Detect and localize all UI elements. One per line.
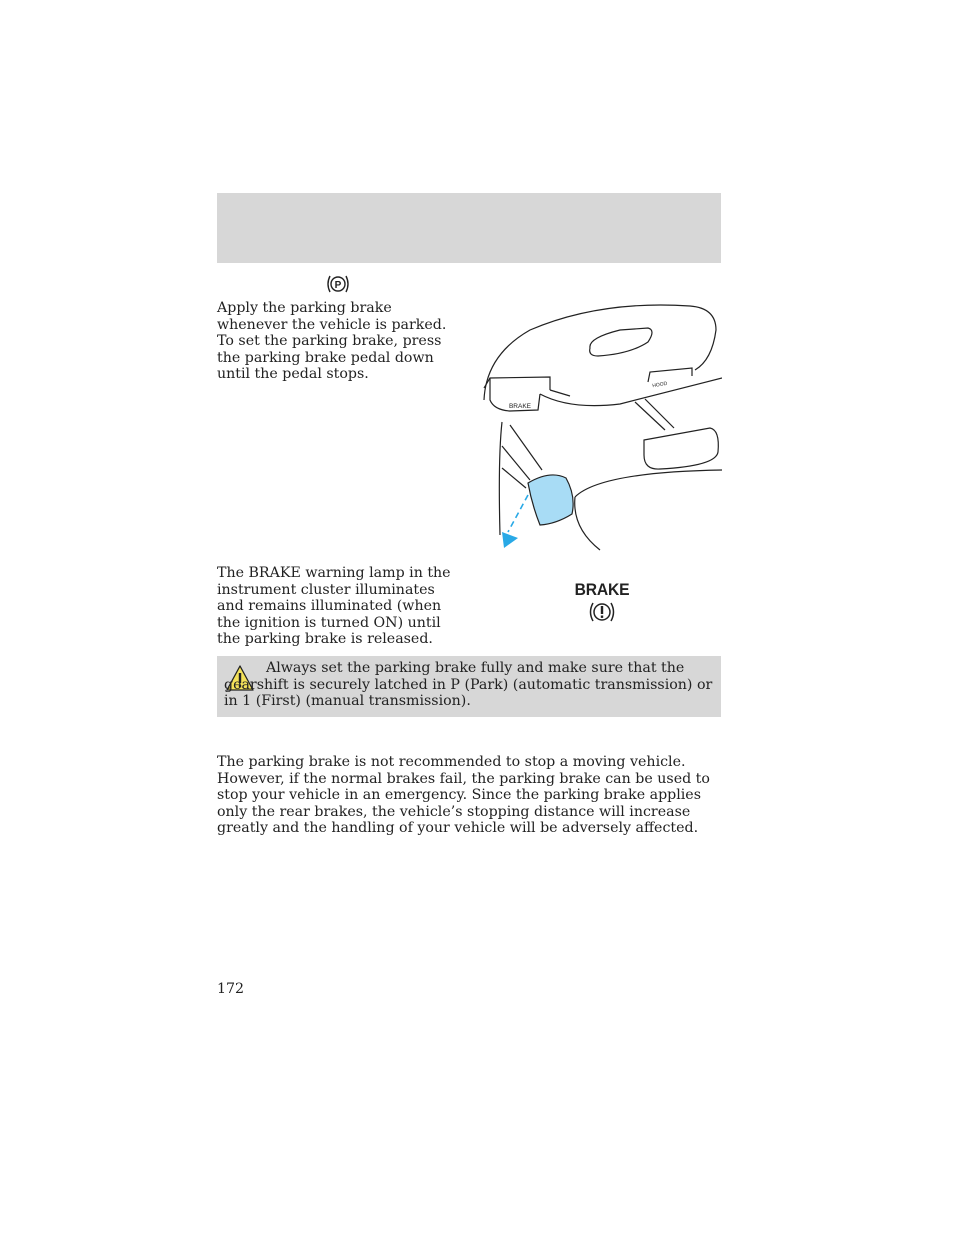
- illustration-brake-label: BRAKE: [508, 403, 532, 410]
- brake-lamp-label: BRAKE: [574, 580, 630, 599]
- svg-text:P: P: [334, 280, 342, 291]
- brake-warning-lamp-symbol: [560, 580, 644, 626]
- page-number: 172: [217, 981, 245, 997]
- brake-pedal-shape: [528, 475, 573, 525]
- warning-box: [217, 656, 721, 717]
- parking-p-icon: [325, 274, 351, 294]
- emergency-use-paragraph: The parking brake is not recommended to stop a moving vehicle. However, if the normal brakes fail, the parking brake can be used to stop your vehicle in an emergency. Since the parking brake applies only the rear brakes, the vehicle’s stopping distance will increase greatly and the handling of your vehicle will be adversely affected.: [217, 754, 710, 836]
- apply-parking-brake-paragraph: Apply the parking brake whenever the vehicle is parked. To set the parking brake, press the parking brake pedal down until the pedal stops.: [217, 300, 447, 382]
- parking-brake-pedal-illustration: [480, 300, 722, 555]
- illustration-hood-label: HOOD: [651, 380, 668, 390]
- brake-lamp-paragraph: The BRAKE warning lamp in the instrument cluster illuminates and remains illuminated (when the ignition is turned ON) until the parking brake is released.: [217, 565, 451, 647]
- warning-text: Always set the parking brake fully and make sure that the gearshift is securely latched in P (Park) (automatic transmission) or in 1 (First) (manual transmission).: [224, 660, 713, 709]
- section-header-band: [217, 193, 721, 263]
- brake-warning-exclamation-icon: [588, 601, 616, 623]
